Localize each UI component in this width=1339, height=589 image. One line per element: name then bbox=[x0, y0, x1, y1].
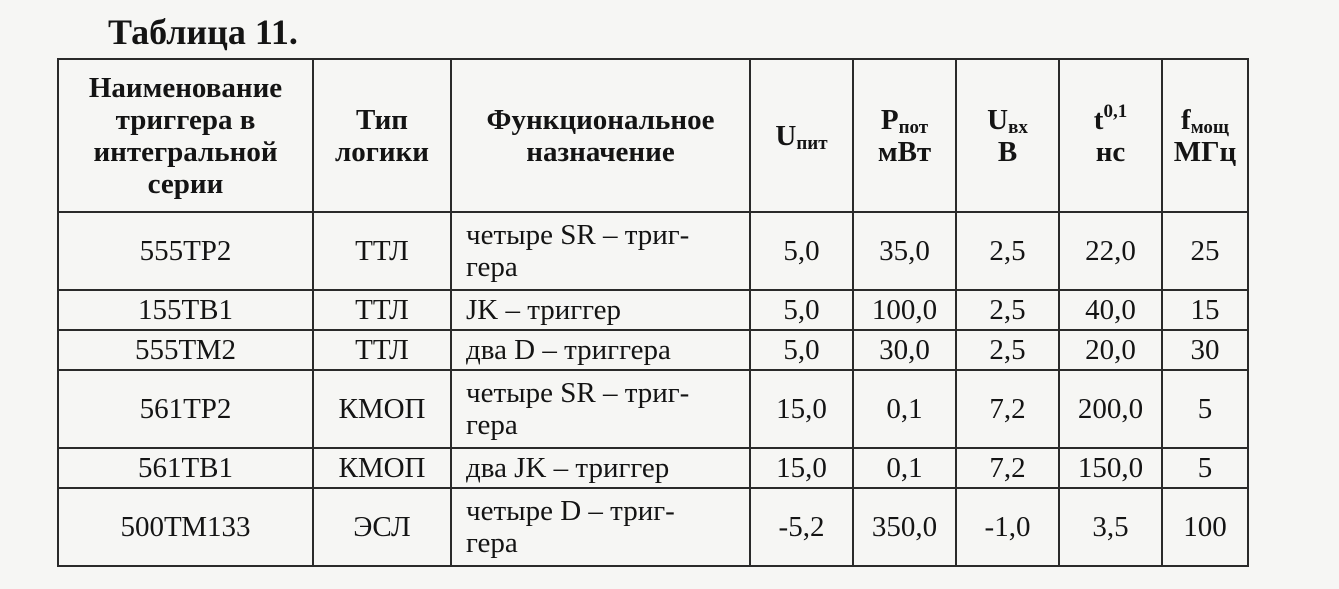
cell-name: 500ТМ133 bbox=[58, 488, 313, 566]
cell-f: 5 bbox=[1162, 448, 1248, 488]
cell-function bbox=[451, 370, 750, 448]
function-line: гера bbox=[466, 527, 518, 559]
cell-u-vx: 7,2 bbox=[956, 448, 1059, 488]
cell-logic: ЭСЛ bbox=[313, 488, 451, 566]
header-p-pot: $P_{пот}$ мВт bbox=[853, 59, 956, 212]
cell-t01: 150,0 bbox=[1059, 448, 1162, 488]
cell-u-pit: 5,0 bbox=[750, 330, 853, 370]
header-logic-type: Тип логики bbox=[313, 59, 451, 212]
function-line: JK – триггер bbox=[466, 294, 622, 326]
function-line: четыре SR – триг- bbox=[466, 377, 690, 409]
table-row bbox=[58, 330, 1248, 370]
cell-u-vx: 7,2 bbox=[956, 370, 1059, 448]
header-u-pit: $U_{пит}$ bbox=[750, 59, 853, 212]
table-row bbox=[58, 448, 1248, 488]
cell-name: 555ТМ2 bbox=[58, 330, 313, 370]
function-line: четыре SR – триг- bbox=[466, 219, 690, 251]
cell-u-pit: 15,0 bbox=[750, 370, 853, 448]
function-line: гера bbox=[466, 409, 518, 441]
cell-name: 561ТВ1 bbox=[58, 448, 313, 488]
cell-function bbox=[451, 330, 750, 370]
header-row bbox=[58, 59, 1248, 212]
cell-t01: 200,0 bbox=[1059, 370, 1162, 448]
cell-u-vx: -1,0 bbox=[956, 488, 1059, 566]
cell-u-vx: 2,5 bbox=[956, 212, 1059, 290]
cell-logic: КМОП bbox=[313, 370, 451, 448]
header-name: Наименование триггера в интегральной серии bbox=[58, 59, 313, 212]
function-line: два JK – триггер bbox=[466, 452, 670, 484]
table-row bbox=[58, 290, 1248, 330]
header-t01: $t^{0,1}$ нс bbox=[1059, 59, 1162, 212]
cell-p-pot: 350,0 bbox=[853, 488, 956, 566]
cell-function bbox=[451, 488, 750, 566]
cell-u-pit: 5,0 bbox=[750, 212, 853, 290]
cell-u-vx: 2,5 bbox=[956, 290, 1059, 330]
cell-t01: 3,5 bbox=[1059, 488, 1162, 566]
cell-t01: 40,0 bbox=[1059, 290, 1162, 330]
table-row bbox=[58, 370, 1248, 448]
cell-p-pot: 30,0 bbox=[853, 330, 956, 370]
cell-f: 25 bbox=[1162, 212, 1248, 290]
function-line: два D – триггера bbox=[466, 334, 671, 366]
cell-t01: 20,0 bbox=[1059, 330, 1162, 370]
cell-p-pot: 0,1 bbox=[853, 448, 956, 488]
cell-name: 561ТР2 bbox=[58, 370, 313, 448]
table-row bbox=[58, 488, 1248, 566]
table-caption: Таблица 11. bbox=[108, 12, 298, 52]
cell-u-pit: -5,2 bbox=[750, 488, 853, 566]
cell-function bbox=[451, 448, 750, 488]
cell-t01: 22,0 bbox=[1059, 212, 1162, 290]
cell-name: 155ТВ1 bbox=[58, 290, 313, 330]
cell-f: 30 bbox=[1162, 330, 1248, 370]
cell-name: 555ТР2 bbox=[58, 212, 313, 290]
header-f-mosh: $f_{мощ}$ МГц bbox=[1162, 59, 1248, 212]
cell-logic: ТТЛ bbox=[313, 330, 451, 370]
cell-u-pit: 5,0 bbox=[750, 290, 853, 330]
function-line: гера bbox=[466, 251, 518, 283]
cell-function bbox=[451, 290, 750, 330]
cell-p-pot: 35,0 bbox=[853, 212, 956, 290]
cell-function bbox=[451, 212, 750, 290]
table-row bbox=[58, 212, 1248, 290]
cell-logic: ТТЛ bbox=[313, 290, 451, 330]
trigger-table bbox=[57, 58, 1249, 567]
cell-u-vx: 2,5 bbox=[956, 330, 1059, 370]
function-line: четыре D – триг- bbox=[466, 495, 675, 527]
header-u-vx: $U_{вх}$ В bbox=[956, 59, 1059, 212]
cell-p-pot: 0,1 bbox=[853, 370, 956, 448]
cell-f: 5 bbox=[1162, 370, 1248, 448]
cell-f: 15 bbox=[1162, 290, 1248, 330]
cell-f: 100 bbox=[1162, 488, 1248, 566]
cell-logic: ТТЛ bbox=[313, 212, 451, 290]
cell-u-pit: 15,0 bbox=[750, 448, 853, 488]
header-function: Функциональное назначение bbox=[451, 59, 750, 212]
cell-p-pot: 100,0 bbox=[853, 290, 956, 330]
cell-logic: КМОП bbox=[313, 448, 451, 488]
